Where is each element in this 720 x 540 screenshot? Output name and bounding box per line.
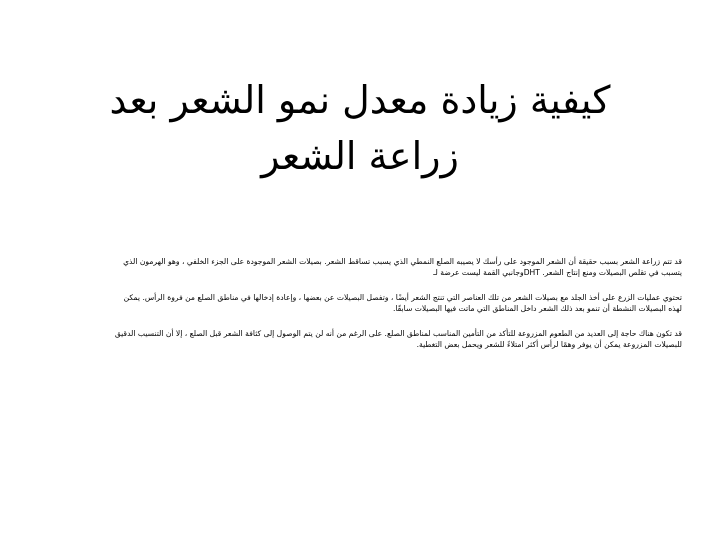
body-paragraph-1: قد تتم زراعة الشعر بسبب حقيقة أن الشعر الموجود على رأسك لا يصيبه الصلع النمطي الذي يسبب تساقط الشعر. بصيلات الشعر الموجودة على الجزء الخلفي ، وهو الهرمون الذي يتسبب في تقلص البصيلات ومنع إنتاج الشعر. DHTوجانبي القمة ليست عرضة لـ bbox=[123, 257, 682, 277]
slide-body bbox=[110, 257, 682, 365]
slide-title: كيفية زيادة معدل نمو الشعر بعد زراعة الشعر bbox=[109, 78, 611, 178]
body-paragraph-2: تحتوي عمليات الزرع على أخذ الجلد مع بصيلات الشعر من تلك العناصر التي تنتج الشعر أيضًا ، وتفصل البصيلات عن بعضها ، وإعادة إدخالها في مناطق الصلع من فروة الرأس. يمكن لهذه البصيلات النشطة أن تنمو بعد ذلك الشعر داخل المناطق التي ماتت فيها البصيلات سابقًا. bbox=[123, 293, 682, 313]
body-paragraph-3: قد تكون هناك حاجة إلى العديد من الطعوم المزروعة للتأكد من التأمين المناسب لمناطق الصلع. على الرغم من أنه لن يتم الوصول إلى كثافة الشعر قبل الصلع ، إلا أن التنسيب الدقيق للبصيلات المزروعة يمكن أن يوفر وهمًا لرأس أكثر امتلاءً للشعر ويحمل بعض التغطية. bbox=[114, 329, 682, 349]
